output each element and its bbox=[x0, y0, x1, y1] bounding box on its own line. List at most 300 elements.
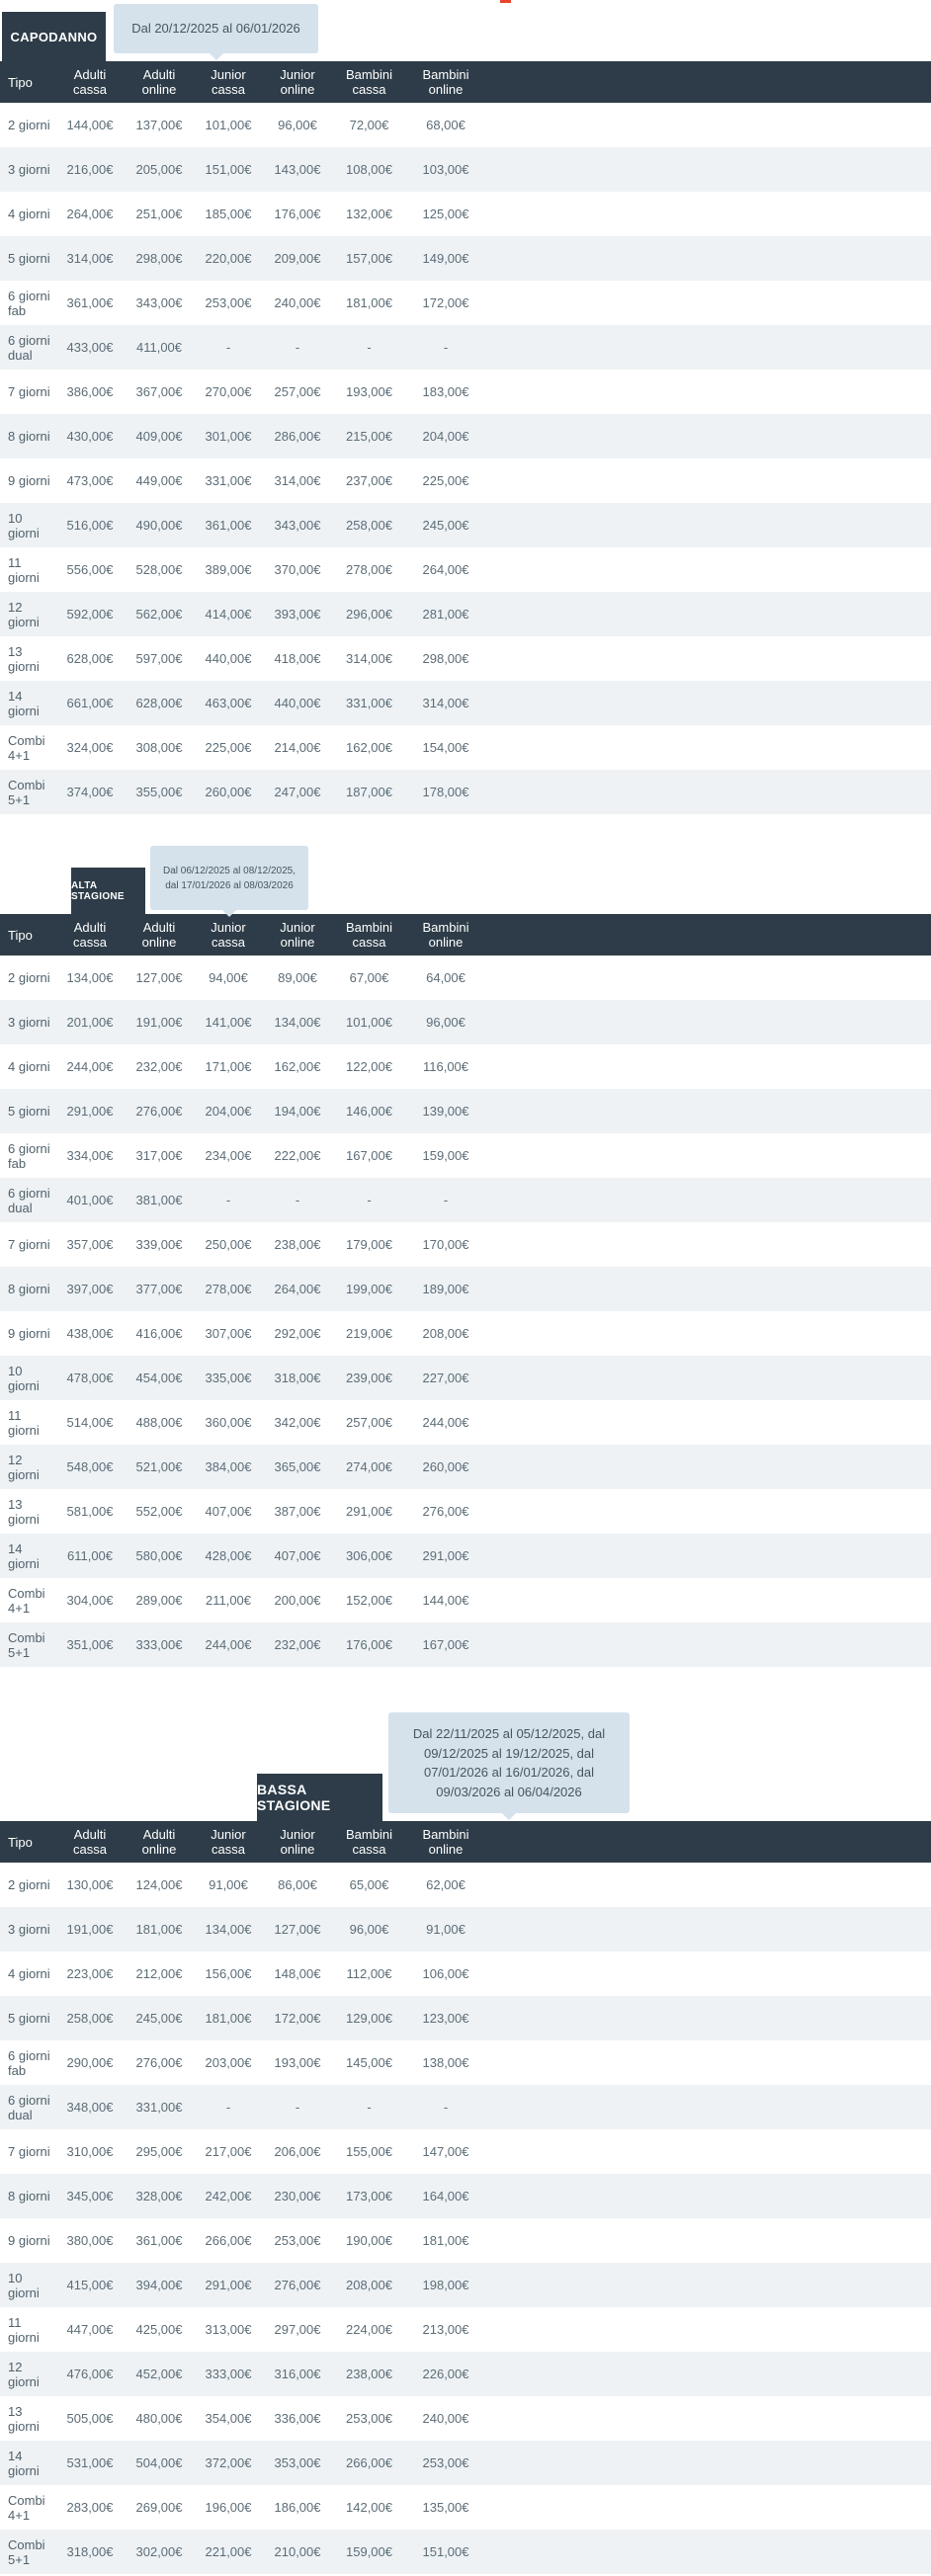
price-cell: - bbox=[443, 1193, 449, 1207]
tipo-cell: 10 giorni bbox=[8, 510, 40, 540]
tipo-cell: 2 giorni bbox=[8, 970, 50, 985]
price-cell: - bbox=[295, 340, 300, 355]
price-cell: 219,00€ bbox=[346, 1326, 392, 1341]
price-cell: 291,00€ bbox=[346, 1504, 392, 1519]
price-cell: 149,00€ bbox=[422, 251, 469, 266]
table-row bbox=[0, 503, 931, 547]
price-cell: 170,00€ bbox=[422, 1237, 469, 1252]
price-cell: 480,00€ bbox=[135, 2411, 183, 2426]
row-filler bbox=[485, 1311, 931, 1356]
price-cell: 592,00€ bbox=[66, 607, 114, 622]
price-cell: 428,00€ bbox=[205, 1548, 252, 1563]
column-header: Bambini online bbox=[406, 914, 485, 956]
price-cell: - bbox=[225, 340, 231, 355]
table-row bbox=[0, 1089, 931, 1133]
price-cell: 292,00€ bbox=[274, 1326, 321, 1341]
price-cell: 72,00€ bbox=[349, 118, 389, 132]
column-header: Bambini cassa bbox=[332, 61, 406, 103]
price-cell: 130,00€ bbox=[66, 1877, 114, 1892]
price-cell: 178,00€ bbox=[422, 785, 469, 799]
price-cell: 628,00€ bbox=[66, 651, 114, 666]
price-cell: 159,00€ bbox=[346, 2544, 392, 2559]
price-cell: 318,00€ bbox=[274, 1371, 321, 1385]
tipo-cell: 6 giorni fab bbox=[8, 288, 50, 318]
price-cell: 172,00€ bbox=[422, 295, 469, 310]
price-cell: 96,00€ bbox=[278, 118, 317, 132]
price-cell: 151,00€ bbox=[205, 162, 252, 177]
price-cell: 106,00€ bbox=[422, 1966, 469, 1981]
price-cell: 155,00€ bbox=[346, 2144, 392, 2159]
row-filler bbox=[485, 370, 931, 414]
table-row bbox=[0, 414, 931, 458]
tooltip-arrow bbox=[221, 909, 237, 917]
price-cell: 418,00€ bbox=[274, 651, 321, 666]
price-cell: 94,00€ bbox=[209, 970, 248, 985]
price-cell: - bbox=[367, 340, 372, 355]
table-row bbox=[0, 2174, 931, 2218]
tipo-cell: 7 giorni bbox=[8, 1237, 50, 1252]
price-cell: 135,00€ bbox=[422, 2500, 469, 2515]
price-cell: 240,00€ bbox=[274, 295, 321, 310]
tipo-cell: 12 giorni bbox=[8, 2359, 40, 2389]
price-cell: 208,00€ bbox=[346, 2278, 392, 2292]
header-row bbox=[0, 914, 931, 956]
price-cell: 67,00€ bbox=[349, 970, 389, 985]
price-cell: 112,00€ bbox=[346, 1966, 392, 1981]
price-cell: 127,00€ bbox=[135, 970, 183, 985]
price-cell: 314,00€ bbox=[346, 651, 392, 666]
row-filler bbox=[485, 414, 931, 458]
price-cell: 454,00€ bbox=[135, 1371, 183, 1385]
table-row bbox=[0, 2530, 931, 2574]
row-filler bbox=[485, 2530, 931, 2574]
column-header: Bambini online bbox=[406, 1821, 485, 1863]
column-header: Tipo bbox=[0, 61, 55, 103]
tipo-cell: 7 giorni bbox=[8, 384, 50, 399]
tooltip-arrow bbox=[209, 52, 224, 60]
row-filler bbox=[485, 1996, 931, 2040]
price-cell: 125,00€ bbox=[422, 207, 469, 221]
tipo-cell: Combi 5+1 bbox=[8, 1629, 45, 1660]
tipo-cell: 4 giorni bbox=[8, 207, 50, 221]
table-row bbox=[0, 1267, 931, 1311]
price-table-bassa-stagione bbox=[0, 1821, 931, 2574]
price-cell: 232,00€ bbox=[135, 1059, 183, 1074]
price-cell: 230,00€ bbox=[274, 2189, 321, 2203]
column-header: Junior online bbox=[263, 61, 332, 103]
tipo-cell: Combi 4+1 bbox=[8, 1585, 45, 1616]
table-row bbox=[0, 2307, 931, 2352]
season-tab-bassa-stagione[interactable]: BASSA STAGIONE bbox=[257, 1774, 382, 1821]
season-tab-capodanno[interactable]: CAPODANNO bbox=[2, 12, 106, 61]
tipo-cell: 3 giorni bbox=[8, 1015, 50, 1030]
price-cell: 433,00€ bbox=[66, 340, 114, 355]
price-cell: 238,00€ bbox=[346, 2367, 392, 2381]
price-cell: 123,00€ bbox=[422, 2011, 469, 2026]
row-filler bbox=[485, 1089, 931, 1133]
price-cell: 298,00€ bbox=[135, 251, 183, 266]
table-row bbox=[0, 2396, 931, 2441]
price-cell: 324,00€ bbox=[66, 740, 114, 755]
row-filler bbox=[485, 956, 931, 1000]
price-cell: 152,00€ bbox=[346, 1593, 392, 1608]
column-header: Bambini cassa bbox=[332, 914, 406, 956]
price-cell: 250,00€ bbox=[205, 1237, 252, 1252]
row-filler bbox=[485, 547, 931, 592]
price-cell: 377,00€ bbox=[135, 1282, 183, 1296]
price-cell: 221,00€ bbox=[205, 2544, 252, 2559]
price-cell: 407,00€ bbox=[205, 1504, 252, 1519]
price-cell: 179,00€ bbox=[346, 1237, 392, 1252]
column-header: Adulti cassa bbox=[55, 1821, 125, 1863]
price-cell: - bbox=[225, 1193, 231, 1207]
price-cell: 212,00€ bbox=[135, 1966, 183, 1981]
table-row bbox=[0, 1044, 931, 1089]
price-cell: 191,00€ bbox=[135, 1015, 183, 1030]
price-cell: 333,00€ bbox=[135, 1637, 183, 1652]
price-cell: 124,00€ bbox=[135, 1877, 183, 1892]
section-head-capodanno bbox=[0, 0, 931, 61]
price-cell: 296,00€ bbox=[346, 607, 392, 622]
row-filler bbox=[485, 103, 931, 147]
price-cell: 425,00€ bbox=[135, 2322, 183, 2337]
price-cell: 167,00€ bbox=[346, 1148, 392, 1163]
price-cell: 266,00€ bbox=[346, 2455, 392, 2470]
price-cell: 132,00€ bbox=[346, 207, 392, 221]
price-cell: 331,00€ bbox=[135, 2100, 183, 2115]
row-filler bbox=[485, 1534, 931, 1578]
table-row bbox=[0, 2485, 931, 2530]
price-cell: 276,00€ bbox=[422, 1504, 469, 1519]
price-cell: 173,00€ bbox=[346, 2189, 392, 2203]
section-head-bassa-stagione bbox=[0, 1667, 931, 1821]
row-filler bbox=[485, 2040, 931, 2085]
price-cell: 414,00€ bbox=[205, 607, 252, 622]
tipo-cell: 10 giorni bbox=[8, 2270, 40, 2300]
tipo-cell: 12 giorni bbox=[8, 1452, 40, 1482]
price-cell: 473,00€ bbox=[66, 473, 114, 488]
table-row bbox=[0, 1445, 931, 1489]
price-cell: 181,00€ bbox=[135, 1922, 183, 1937]
price-cell: 103,00€ bbox=[422, 162, 469, 177]
header-row bbox=[0, 1821, 931, 1863]
price-cell: - bbox=[295, 2100, 300, 2115]
price-cell: 407,00€ bbox=[274, 1548, 321, 1563]
price-cell: 215,00€ bbox=[346, 429, 392, 444]
price-cell: 260,00€ bbox=[205, 785, 252, 799]
row-filler bbox=[485, 2485, 931, 2530]
price-cell: 151,00€ bbox=[422, 2544, 469, 2559]
price-cell: - bbox=[295, 1193, 300, 1207]
price-cell: 193,00€ bbox=[346, 384, 392, 399]
price-cell: 200,00€ bbox=[274, 1593, 321, 1608]
price-cell: 201,00€ bbox=[66, 1015, 114, 1030]
date-range-text: Dal 06/12/2025 al 08/12/2025, dal 17/01/2026 al 08/03/2026 bbox=[163, 865, 296, 891]
tipo-cell: 8 giorni bbox=[8, 429, 50, 444]
price-cell: 611,00€ bbox=[66, 1548, 114, 1563]
table-row bbox=[0, 592, 931, 636]
price-cell: 266,00€ bbox=[205, 2233, 252, 2248]
price-cell: 258,00€ bbox=[66, 2011, 114, 2026]
price-cell: 199,00€ bbox=[346, 1282, 392, 1296]
table-row bbox=[0, 370, 931, 414]
price-cell: 386,00€ bbox=[66, 384, 114, 399]
row-filler bbox=[485, 2218, 931, 2263]
column-header: Junior online bbox=[263, 914, 332, 956]
tipo-cell: Combi 4+1 bbox=[8, 732, 45, 763]
price-cell: 116,00€ bbox=[422, 1059, 469, 1074]
price-cell: 225,00€ bbox=[205, 740, 252, 755]
row-filler bbox=[485, 725, 931, 770]
header-filler bbox=[485, 61, 931, 103]
table-row bbox=[0, 1534, 931, 1578]
table-row bbox=[0, 1622, 931, 1667]
price-cell: 331,00€ bbox=[346, 696, 392, 710]
price-cell: 264,00€ bbox=[422, 562, 469, 577]
table-row bbox=[0, 770, 931, 814]
price-cell: 409,00€ bbox=[135, 429, 183, 444]
price-cell: 156,00€ bbox=[205, 1966, 252, 1981]
price-cell: 357,00€ bbox=[66, 1237, 114, 1252]
price-cell: 251,00€ bbox=[135, 207, 183, 221]
price-cell: 164,00€ bbox=[422, 2189, 469, 2203]
table-row bbox=[0, 1578, 931, 1622]
price-cell: 257,00€ bbox=[346, 1415, 392, 1430]
table-row bbox=[0, 1996, 931, 2040]
row-filler bbox=[485, 503, 931, 547]
table-row bbox=[0, 636, 931, 681]
row-filler bbox=[485, 2129, 931, 2174]
price-cell: 274,00€ bbox=[346, 1459, 392, 1474]
price-cell: 342,00€ bbox=[274, 1415, 321, 1430]
price-cell: 96,00€ bbox=[349, 1922, 389, 1937]
price-cell: 276,00€ bbox=[135, 1104, 183, 1119]
price-cell: 452,00€ bbox=[135, 2367, 183, 2381]
price-cell: 222,00€ bbox=[274, 1148, 321, 1163]
price-cell: 206,00€ bbox=[274, 2144, 321, 2159]
price-cell: 297,00€ bbox=[274, 2322, 321, 2337]
price-cell: 62,00€ bbox=[426, 1877, 466, 1892]
column-header: Tipo bbox=[0, 914, 55, 956]
price-cell: 339,00€ bbox=[135, 1237, 183, 1252]
row-filler bbox=[485, 2352, 931, 2396]
price-cell: 351,00€ bbox=[66, 1637, 114, 1652]
price-cell: 68,00€ bbox=[426, 118, 466, 132]
price-cell: 308,00€ bbox=[135, 740, 183, 755]
price-cell: 65,00€ bbox=[349, 1877, 389, 1892]
price-cell: 365,00€ bbox=[274, 1459, 321, 1474]
price-cell: - bbox=[443, 340, 449, 355]
price-cell: 295,00€ bbox=[135, 2144, 183, 2159]
column-header: Tipo bbox=[0, 1821, 55, 1863]
price-cell: 196,00€ bbox=[205, 2500, 252, 2515]
table-row bbox=[0, 725, 931, 770]
tooltip-arrow bbox=[501, 1812, 517, 1820]
price-cell: 387,00€ bbox=[274, 1504, 321, 1519]
price-cell: 531,00€ bbox=[66, 2455, 114, 2470]
price-cell: 354,00€ bbox=[205, 2411, 252, 2426]
price-cell: 334,00€ bbox=[66, 1148, 114, 1163]
tipo-cell: 13 giorni bbox=[8, 643, 40, 674]
tipo-cell: 9 giorni bbox=[8, 473, 50, 488]
row-filler bbox=[485, 281, 931, 325]
row-filler bbox=[485, 1952, 931, 1996]
price-cell: 194,00€ bbox=[274, 1104, 321, 1119]
header-filler bbox=[485, 914, 931, 956]
table-row bbox=[0, 2129, 931, 2174]
tipo-cell: 11 giorni bbox=[8, 554, 40, 585]
row-filler bbox=[485, 636, 931, 681]
price-cell: 276,00€ bbox=[135, 2055, 183, 2070]
price-cell: 440,00€ bbox=[205, 651, 252, 666]
table-row bbox=[0, 2085, 931, 2129]
price-cell: 181,00€ bbox=[205, 2011, 252, 2026]
price-cell: 291,00€ bbox=[422, 1548, 469, 1563]
price-cell: 276,00€ bbox=[274, 2278, 321, 2292]
price-table-capodanno bbox=[0, 61, 931, 814]
price-cell: 269,00€ bbox=[135, 2500, 183, 2515]
tipo-cell: 6 giorni dual bbox=[8, 1185, 50, 1215]
column-header: Junior cassa bbox=[194, 914, 263, 956]
table-row bbox=[0, 1311, 931, 1356]
price-cell: 205,00€ bbox=[135, 162, 183, 177]
column-header: Bambini cassa bbox=[332, 1821, 406, 1863]
price-cell: 203,00€ bbox=[205, 2055, 252, 2070]
tipo-cell: 6 giorni fab bbox=[8, 2047, 50, 2078]
tipo-cell: 6 giorni fab bbox=[8, 1140, 50, 1171]
row-filler bbox=[485, 2085, 931, 2129]
price-cell: 181,00€ bbox=[422, 2233, 469, 2248]
price-cell: 137,00€ bbox=[135, 118, 183, 132]
price-cell: 217,00€ bbox=[205, 2144, 252, 2159]
price-cell: 372,00€ bbox=[205, 2455, 252, 2470]
price-cell: 361,00€ bbox=[135, 2233, 183, 2248]
price-cell: 216,00€ bbox=[66, 162, 114, 177]
tipo-cell: 9 giorni bbox=[8, 1326, 50, 1341]
table-row bbox=[0, 103, 931, 147]
price-cell: 220,00€ bbox=[205, 251, 252, 266]
price-cell: 101,00€ bbox=[205, 118, 252, 132]
price-cell: 144,00€ bbox=[66, 118, 114, 132]
price-cell: 302,00€ bbox=[135, 2544, 183, 2559]
price-cell: 438,00€ bbox=[66, 1326, 114, 1341]
price-cell: 328,00€ bbox=[135, 2189, 183, 2203]
price-cell: 580,00€ bbox=[135, 1548, 183, 1563]
price-cell: 108,00€ bbox=[346, 162, 392, 177]
price-cell: 245,00€ bbox=[422, 518, 469, 533]
price-cell: 343,00€ bbox=[135, 295, 183, 310]
row-filler bbox=[485, 325, 931, 370]
price-cell: 440,00€ bbox=[274, 696, 321, 710]
price-cell: 159,00€ bbox=[422, 1148, 469, 1163]
price-cell: - bbox=[367, 1193, 372, 1207]
tipo-cell: 9 giorni bbox=[8, 2233, 50, 2248]
price-table-alta-stagione bbox=[0, 914, 931, 1667]
price-cell: 134,00€ bbox=[66, 970, 114, 985]
row-filler bbox=[485, 2263, 931, 2307]
price-cell: 264,00€ bbox=[66, 207, 114, 221]
price-cell: 415,00€ bbox=[66, 2278, 114, 2292]
table-row bbox=[0, 1222, 931, 1267]
row-filler bbox=[485, 1578, 931, 1622]
price-cell: 318,00€ bbox=[66, 2544, 114, 2559]
price-cell: 225,00€ bbox=[422, 473, 469, 488]
price-cell: 397,00€ bbox=[66, 1282, 114, 1296]
price-cell: 361,00€ bbox=[205, 518, 252, 533]
price-cell: 290,00€ bbox=[66, 2055, 114, 2070]
price-cell: 157,00€ bbox=[346, 251, 392, 266]
header-filler bbox=[485, 1821, 931, 1863]
price-cell: 394,00€ bbox=[135, 2278, 183, 2292]
price-cell: 463,00€ bbox=[205, 696, 252, 710]
price-cell: - bbox=[225, 2100, 231, 2115]
season-tab-alta-stagione[interactable]: ALTA STAGIONE bbox=[71, 868, 145, 914]
table-row bbox=[0, 1863, 931, 1907]
price-cell: 187,00€ bbox=[346, 785, 392, 799]
tipo-cell: 12 giorni bbox=[8, 599, 40, 629]
price-cell: 147,00€ bbox=[422, 2144, 469, 2159]
price-cell: 289,00€ bbox=[135, 1593, 183, 1608]
tipo-cell: 13 giorni bbox=[8, 1496, 40, 1527]
row-filler bbox=[485, 2441, 931, 2485]
price-cell: 298,00€ bbox=[422, 651, 469, 666]
table-row bbox=[0, 1907, 931, 1952]
price-cell: 162,00€ bbox=[274, 1059, 321, 1074]
table-row bbox=[0, 1952, 931, 1996]
price-cell: 176,00€ bbox=[274, 207, 321, 221]
price-cell: 122,00€ bbox=[346, 1059, 392, 1074]
price-cell: 281,00€ bbox=[422, 607, 469, 622]
price-cell: 189,00€ bbox=[422, 1282, 469, 1296]
price-cell: 185,00€ bbox=[205, 207, 252, 221]
price-cell: 314,00€ bbox=[274, 473, 321, 488]
row-filler bbox=[485, 1863, 931, 1907]
table-row bbox=[0, 2263, 931, 2307]
column-header: Junior online bbox=[263, 1821, 332, 1863]
price-cell: 313,00€ bbox=[205, 2322, 252, 2337]
column-header: Bambini online bbox=[406, 61, 485, 103]
price-cell: 129,00€ bbox=[346, 2011, 392, 2026]
row-filler bbox=[485, 1222, 931, 1267]
price-cell: 142,00€ bbox=[346, 2500, 392, 2515]
price-cell: 146,00€ bbox=[346, 1104, 392, 1119]
row-filler bbox=[485, 2396, 931, 2441]
price-cell: 304,00€ bbox=[66, 1593, 114, 1608]
column-header: Adulti online bbox=[125, 61, 194, 103]
price-cell: 291,00€ bbox=[205, 2278, 252, 2292]
price-cell: 389,00€ bbox=[205, 562, 252, 577]
price-cell: 209,00€ bbox=[274, 251, 321, 266]
price-cell: 528,00€ bbox=[135, 562, 183, 577]
column-header: Junior cassa bbox=[194, 61, 263, 103]
price-cell: 291,00€ bbox=[66, 1104, 114, 1119]
price-cell: 181,00€ bbox=[346, 295, 392, 310]
column-header: Adulti online bbox=[125, 914, 194, 956]
table-row bbox=[0, 1133, 931, 1178]
tipo-cell: 3 giorni bbox=[8, 1922, 50, 1937]
price-cell: 253,00€ bbox=[274, 2233, 321, 2248]
price-cell: 380,00€ bbox=[66, 2233, 114, 2248]
price-cell: 186,00€ bbox=[274, 2500, 321, 2515]
price-cell: 488,00€ bbox=[135, 1415, 183, 1430]
table-row bbox=[0, 1356, 931, 1400]
tipo-cell: 6 giorni dual bbox=[8, 2092, 50, 2122]
price-cell: 172,00€ bbox=[274, 2011, 321, 2026]
tipo-cell: 6 giorni dual bbox=[8, 332, 50, 363]
table-row bbox=[0, 281, 931, 325]
price-cell: 134,00€ bbox=[274, 1015, 321, 1030]
price-cell: 210,00€ bbox=[274, 2544, 321, 2559]
